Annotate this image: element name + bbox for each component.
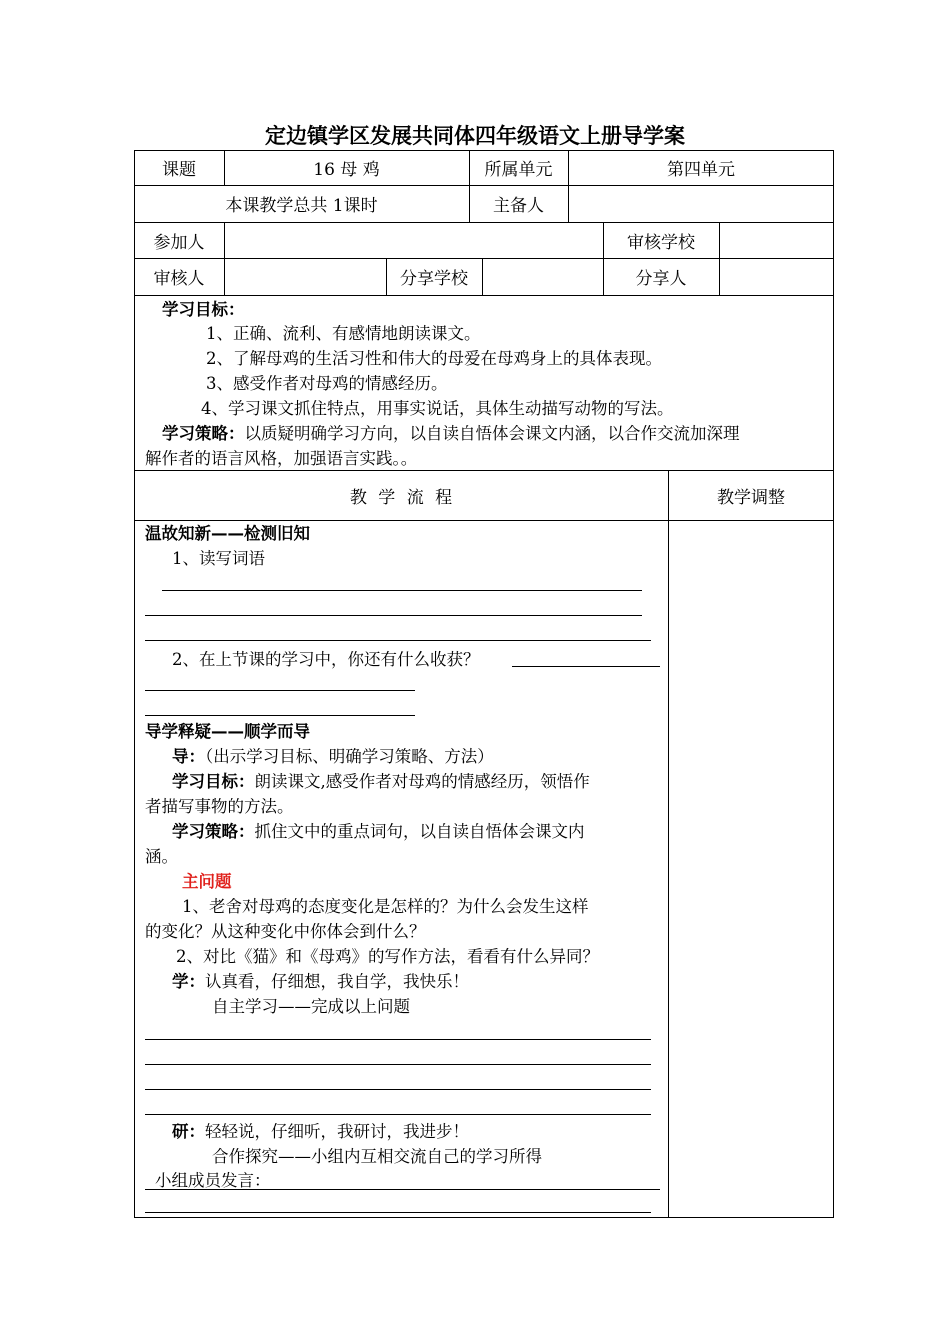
goals-heading: 学习目标：	[162, 300, 245, 319]
guide-goal-line	[172, 770, 590, 794]
dao-label: 导：	[172, 747, 205, 766]
share-school-label: 分享学校	[400, 269, 468, 289]
unit-value: 第四单元	[667, 160, 735, 180]
question-2: 2、对比《猫》和《母鸡》的写作方法，看看有什么异同？	[176, 947, 599, 966]
guide-goal-line-2: 者描写事物的方法。	[145, 797, 294, 816]
question-1: 1、老舍对母鸡的态度变化是怎样的？为什么会发生这样	[182, 897, 589, 916]
main-question-heading: 主问题	[182, 872, 232, 891]
dao-text: （出示学习目标、明确学习策略、方法）	[205, 747, 494, 766]
flow-process-header: 教 学 流 程	[349, 487, 453, 508]
self-study-text: 自主学习——完成以上问题	[212, 997, 410, 1016]
goal-item: 1、正确、流利、有感情地朗读课文。	[206, 324, 481, 343]
unit-label: 所属单元	[484, 160, 553, 180]
lesson-value: 16 母 鸡	[313, 160, 380, 180]
strategy-line	[162, 422, 740, 446]
goal-item: 3、感受作者对母鸡的情感经历。	[206, 374, 448, 393]
answer-line[interactable]	[145, 1089, 651, 1090]
sharer-label: 分享人	[635, 269, 687, 289]
answer-line[interactable]	[145, 1114, 651, 1115]
xue-line	[172, 970, 469, 994]
lesson-hours: 本课教学总共 1课时	[225, 196, 378, 216]
guide-strategy-line	[172, 820, 585, 844]
strategy-line-2: 解作者的语言风格，加强语言实践。。	[145, 449, 418, 468]
guide-goal-label: 学习目标：	[172, 772, 255, 791]
page-title: 定边镇学区发展共同体四年级语文上册导学案	[265, 124, 685, 148]
answer-line[interactable]	[145, 1039, 651, 1040]
guide-heading: 导学释疑——顺学而导	[145, 722, 310, 741]
answer-line[interactable]	[145, 715, 415, 716]
review-item-1: 1、读写词语	[172, 549, 265, 568]
guide-strategy-line-2: 涵。	[145, 847, 178, 866]
lesson-label: 课题	[162, 160, 196, 180]
answer-line[interactable]	[145, 615, 642, 616]
guide-strategy-label: 学习策略：	[172, 822, 255, 841]
review-school-label: 审核学校	[627, 232, 695, 253]
question-1-cont: 的变化？从这种变化中你体会到什么？	[145, 922, 426, 941]
coop-text: 合作探究——小组内互相交流自己的学习所得	[212, 1147, 542, 1166]
guide-goal-text: 朗读课文,感受作者对母鸡的情感经历，领悟作	[254, 772, 590, 791]
answer-line[interactable]	[512, 666, 660, 667]
reviewer-label: 审核人	[153, 269, 205, 289]
strategy-label: 学习策略：	[162, 424, 245, 443]
flow-adjust-header: 教学调整	[717, 487, 785, 508]
yan-label: 研：	[172, 1122, 205, 1141]
yan-text: 轻轻说，仔细听，我研讨，我进步！	[205, 1122, 469, 1141]
group-speak-label: 小组成员发言：	[155, 1171, 271, 1190]
answer-line[interactable]	[145, 1189, 660, 1190]
xue-text: 认真看，仔细想，我自学，我快乐！	[205, 972, 469, 991]
guide-strategy-text: 抓住文中的重点词句，以自读自悟体会课文内	[254, 822, 585, 841]
participants-label: 参加人	[153, 232, 205, 253]
answer-line[interactable]	[145, 1064, 651, 1065]
goal-item: 2、了解母鸡的生活习性和伟大的母爱在母鸡身上的具体表现。	[206, 349, 662, 368]
answer-line[interactable]	[145, 640, 651, 641]
guide-dao-line	[172, 745, 494, 769]
goal-item: 4、学习课文抓住特点，用事实说话，具体生动描写动物的写法。	[201, 399, 674, 418]
yan-line	[172, 1120, 469, 1144]
review-heading: 温故知新——检测旧知	[145, 524, 310, 543]
answer-line[interactable]	[162, 590, 642, 591]
preparer-label: 主备人	[493, 196, 544, 216]
answer-line[interactable]	[145, 690, 415, 691]
strategy-text: 以质疑明确学习方向，以自读自悟体会课文内涵，以合作交流加深理	[244, 424, 740, 443]
xue-label: 学：	[172, 972, 205, 991]
review-item-2: 2、在上节课的学习中，你还有什么收获？	[172, 650, 480, 669]
answer-line[interactable]	[145, 1212, 651, 1213]
